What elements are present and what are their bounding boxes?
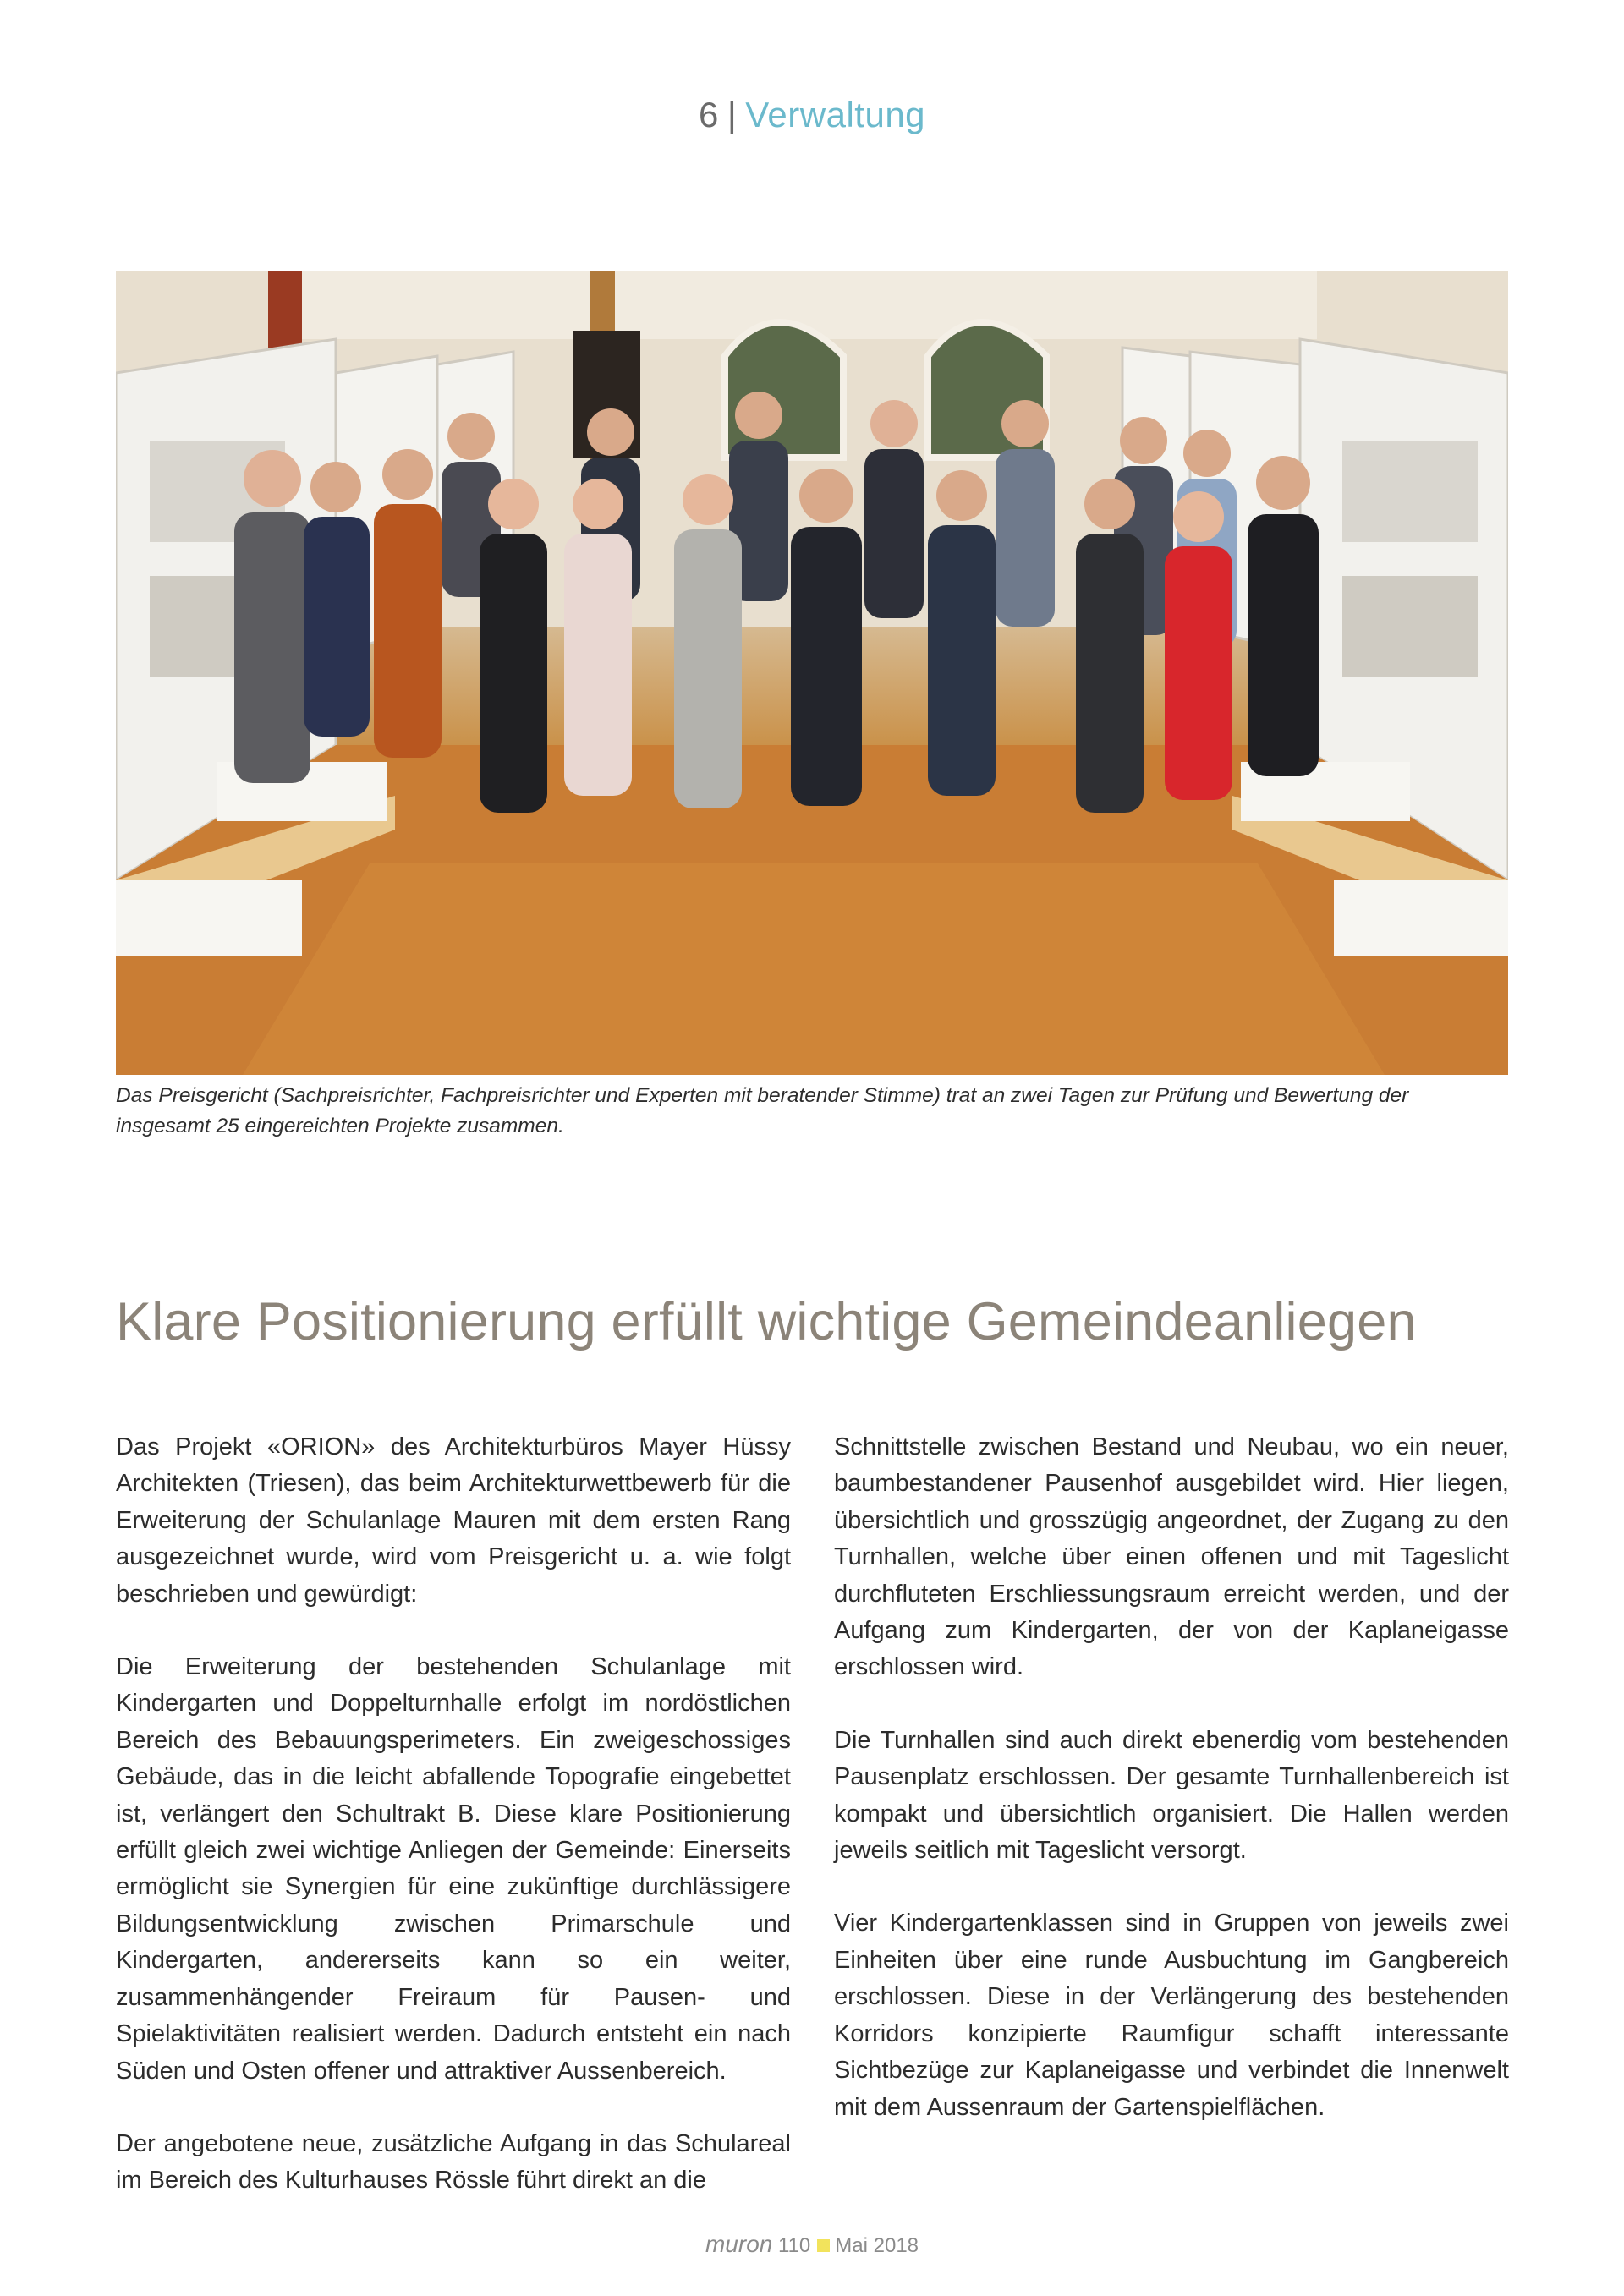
page-number: 6	[698, 95, 719, 134]
text-column-right	[834, 1429, 1509, 2162]
photo-caption: Das Preisgericht (Sachpreisrichter, Fachpreisrichter und Experten mit beratender Stimme) trat an zwei Tagen zur Prüfung und Bewertung der insgesamt 25 eingereichten Projekte zusammen.	[116, 1084, 1409, 1137]
section-title: Verwaltung	[745, 95, 926, 134]
paragraph: Das Projekt «ORION» des Architekturbüros Mayer Hüssy Architekten (Triesen), das beim Architekturwettbewerb für die Erweiterung der Schulanlage Mauren mit dem ersten Rang ausgezeichnet wurde, wird vom Preisgericht u. a. wie folgt beschrieben und gewürdigt:	[116, 1433, 791, 1608]
page-header	[0, 95, 1624, 135]
group-photo-illustration	[116, 271, 1508, 1075]
accent-square-icon	[817, 2239, 830, 2252]
page-footer	[0, 2231, 1624, 2258]
paragraph: Vier Kindergartenklassen sind in Gruppen von jeweils zwei Einheiten über eine runde Ausbuchtung im Gangbereich erschlossen. Diese in der Verlängerung des bestehenden Korridors konzipierte Raumfigur schafft interessante Sichtbezüge zur Kaplaneigasse und verbindet die Innenwelt mit dem Aussenraum der Gartenspielflächen.	[834, 1910, 1509, 2121]
issue-date: Mai 2018	[835, 2234, 919, 2257]
paragraph: Die Erweiterung der bestehenden Schulanlage mit Kindergarten und Doppelturnhalle erfolgt im nordöstlichen Bereich des Bebauungsperimeters. Ein zweigeschossiges Gebäude, das in die leicht abfallende Topografie eingebettet ist, verlängert den Schultrakt B. Diese klare Positionierung erfüllt gleich zwei wichtige Anliegen der Gemeinde: Einerseits ermöglicht sie Synergien für eine zukünftige durchlässigere Bildungsentwicklung zwischen Primarschule und Kindergarten, andererseits kann so ein weiter, zusammenhängender Freiraum für Pausen- und Spielaktivitäten realisiert werden. Dadurch entsteht ein nach Süden und Osten offener und attraktiver Aussenbereich.	[116, 1653, 791, 2085]
text-column-left	[116, 1429, 791, 2236]
paragraph: Die Turnhallen sind auch direkt ebenerdig vom bestehenden Pausenplatz erschlossen. Der gesamte Turnhallenbereich ist kompakt und übersichtlich organisiert. Die Hallen werden jeweils seitlich mit Tageslicht versorgt.	[834, 1726, 1509, 1865]
paragraph: Der angebotene neue, zusätzliche Aufgang in das Schulareal im Bereich des Kulturhauses Rössle führt direkt an die	[116, 2129, 791, 2195]
article-headline: Klare Positionierung erfüllt wichtige Gemeindeanliegen	[116, 1292, 1417, 1351]
group-photo	[116, 271, 1508, 1075]
header-separator: |	[727, 95, 738, 134]
paragraph: Schnittstelle zwischen Bestand und Neubau, wo ein neuer, baumbestandener Pausenhof ausgebildet wird. Hier liegen, übersichtlich und grosszügig angeordnet, der Zugang zu den Turnhallen, welche über einen offenen und mit Tageslicht durchfluteten Erschliessungsraum erreicht werden, und der Aufgang zum Kindergarten, der von der Kaplaneigasse erschlossen wird.	[834, 1433, 1509, 1681]
magazine-brand: muron	[705, 2231, 773, 2257]
issue-number: 110	[778, 2234, 811, 2257]
